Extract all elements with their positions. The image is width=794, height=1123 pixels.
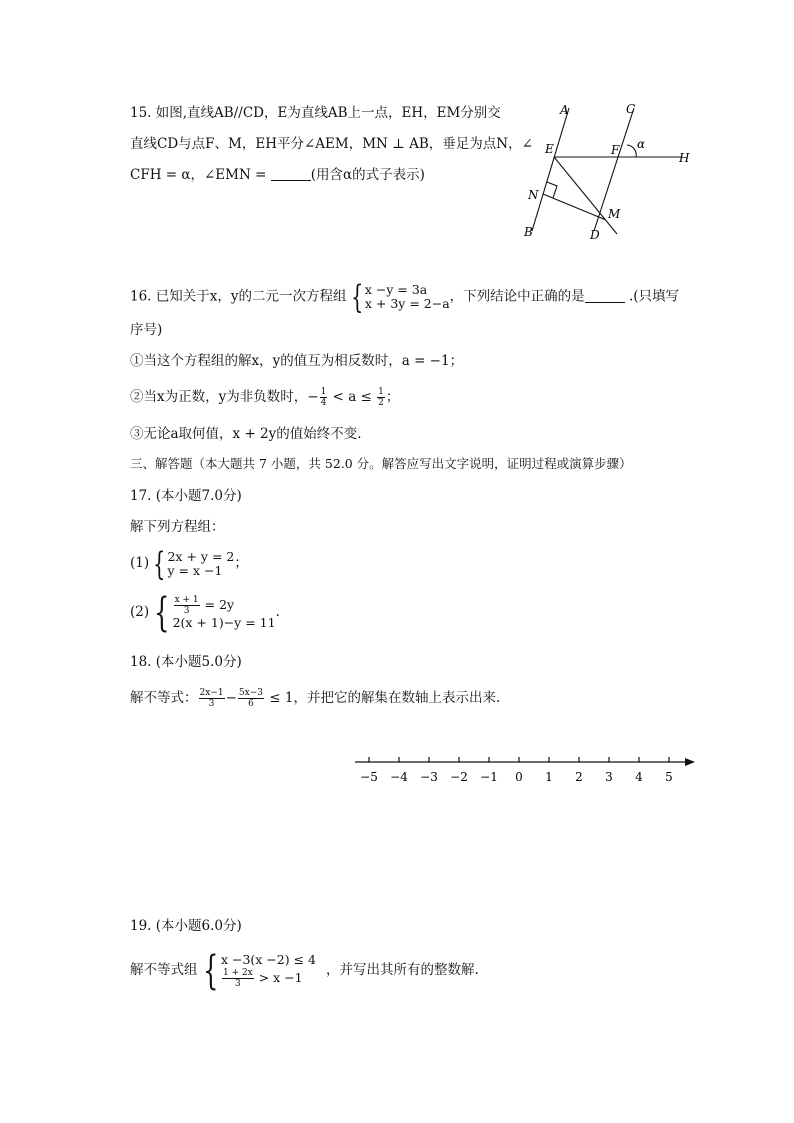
q16-eq1: x −y = 3a [364, 282, 428, 297]
q18-header: 18. (本小题5.0分) [130, 654, 242, 670]
q16-eq2: x + 3y = 2−a [364, 296, 450, 311]
q16-option2: ②当x为正数，y为非负数时，− $\frac{1}{4}$ < a ≤ $\frac{1}{2}$ ； [130, 387, 400, 408]
line-ab [532, 108, 569, 231]
angle-alpha-arc [627, 145, 636, 157]
q17-part2: (2) { $\frac{x + 1}{3}$ = 2y 2(x + 1)−y = 11 . [130, 589, 280, 636]
number-line-tick-label: 0 [515, 770, 523, 784]
q16-prefix: 16. 已知关于x，y的二元一次方程组 [130, 288, 347, 305]
number-line-tick-label: 4 [635, 770, 643, 784]
q15-line3-post: (用含α的式子表示) [310, 167, 425, 183]
number-line-tick-label: 2 [575, 770, 583, 784]
q18-inequality: 解不等式： $\frac{2x-1}{3}$ − $\frac{5x-3}{6}$ ≤ 1，并把它的解集在数轴上表示出来. [130, 688, 501, 709]
number-line-tick-label: −4 [390, 770, 408, 784]
q17-instruction: 解下列方程组： [130, 519, 225, 535]
label-m: M [608, 207, 621, 221]
number-line-tick-label: −1 [480, 770, 498, 784]
q15-answer-blank [271, 166, 311, 181]
q17-header: 17. (本小题7.0分) [130, 488, 242, 504]
q19-system: 解不等式组 { x −3(x −2) ≤ 4 $\frac{1 + 2x}{3}$ > x −1 ，并写出其所有的整数解. [130, 947, 479, 994]
q16-answer-blank [585, 288, 625, 303]
number-line-tick-label: −5 [360, 770, 378, 784]
q16-line1: 16. 已知关于x，y的二元一次方程组 { x −y = 3a x + 3y = 2−a ，下列结论中正确的是 .(只填写 [130, 278, 680, 316]
number-line-tick-label: 3 [605, 770, 613, 784]
label-alpha: α [637, 137, 646, 151]
section3-heading: 三、解答题（本大题共 7 小题，共 52.0 分。解答应写出文字说明，证明过程或演算步骤） [130, 456, 632, 471]
q17-system2: $\frac{x + 1}{3}$ = 2y 2(x + 1)−y = 11 [172, 595, 276, 630]
right-angle-mark [547, 182, 557, 198]
q15-line1: 15. 如图,直线AB//CD，E为直线AB上一点，EH，EM分别交 [130, 105, 501, 121]
q17-system1: 2x + y = 2 y = x −1 [167, 548, 235, 578]
q15-line3 [130, 166, 425, 184]
q16-option3: ③无论a取何值，x + 2y的值始终不变. [130, 426, 362, 442]
q16-line2: 序号) [130, 322, 163, 338]
q16-frac-quarter: $\frac{1}{4}$ [320, 387, 327, 408]
number-line-tick-label: 5 [665, 770, 673, 784]
line-em [554, 157, 617, 234]
label-e: E [545, 142, 554, 156]
q16-suffix-post: .(只填写 [624, 288, 680, 305]
label-a: A [560, 103, 569, 117]
q16-equation-system [365, 283, 450, 311]
number-line-tick-label: 1 [545, 770, 553, 784]
q15-line3-pre: CFH = α，∠EMN = [130, 167, 271, 183]
q15-line2: 直线CD与点F、M，EH平分∠AEM，MN ⊥ AB，垂足为点N，∠ [130, 136, 533, 152]
q17-part1: (1) { 2x + y = 2 y = x −1 ； [130, 544, 248, 583]
label-f: F [611, 143, 620, 157]
q16-suffix-pre: ，下列结论中正确的是 [449, 288, 585, 305]
label-h: H [679, 151, 690, 165]
q16-option1: ①当这个方程组的解x，y的值互为相反数时，a = −1； [130, 353, 464, 369]
q19-header: 19. (本小题6.0分) [130, 918, 242, 934]
number-line-tick-label: −2 [450, 770, 468, 784]
label-c: C [626, 102, 636, 116]
line-mn [543, 194, 606, 220]
number-line [350, 752, 700, 792]
number-line-arrow [685, 758, 695, 766]
label-b: B [524, 225, 533, 239]
q16-frac-half: $\frac{1}{2}$ [378, 387, 384, 408]
label-n: N [528, 188, 539, 202]
q15-geometry-figure [512, 96, 702, 246]
number-line-tick-label: −3 [420, 770, 438, 784]
label-d: D [590, 228, 600, 242]
